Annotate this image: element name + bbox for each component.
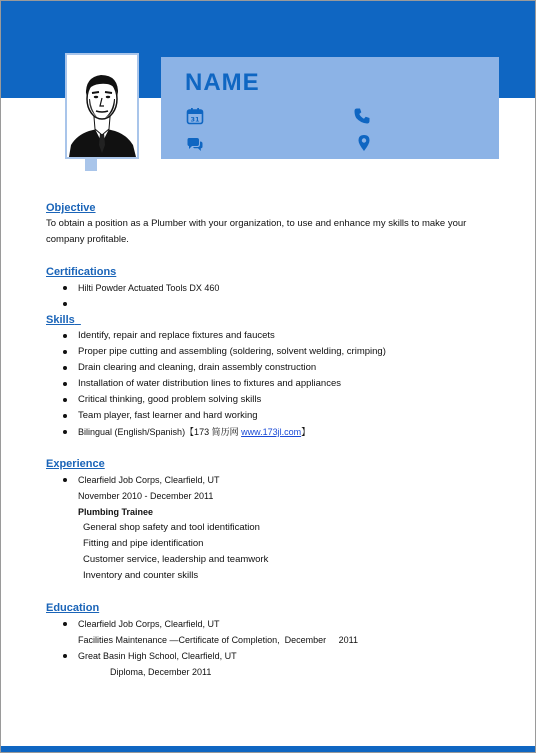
list-item: Clearfield Job Corps, Clearfield, UT <box>46 472 506 488</box>
list-item: Drain clearing and cleaning, drain assembly construction <box>46 360 506 376</box>
duty-item: Customer service, leadership and teamwork <box>83 554 269 565</box>
education-section <box>46 600 506 680</box>
skills-section <box>46 312 506 440</box>
list-item: Proper pipe cutting and assembling (soldering, solvent welding, crimping) <box>46 344 506 360</box>
duty-item: General shop safety and tool identification <box>83 522 260 533</box>
objective-text: To obtain a position as a Plumber with your organization, to use and enhance my skills to make your company profitable. <box>46 218 467 245</box>
list-item: Hilti Powder Actuated Tools DX 460 <box>46 280 506 296</box>
duty-item: Fitting and pipe identification <box>83 538 204 549</box>
photo-tab-decoration <box>85 159 97 171</box>
list-item: Clearfield Job Corps, Clearfield, UT <box>46 616 506 632</box>
skills-list <box>46 328 506 440</box>
certifications-heading: Certifications <box>46 266 117 278</box>
experience-list <box>46 472 506 488</box>
experience-role: Plumbing Trainee <box>78 507 154 517</box>
certifications-list <box>46 280 506 312</box>
list-item: Installation of water distribution lines to fixtures and appliances <box>46 376 506 392</box>
duty-item: Inventory and counter skills <box>83 570 199 581</box>
svg-text:31: 31 <box>190 115 200 124</box>
footer-band <box>1 746 535 752</box>
objective-heading: Objective <box>46 202 96 214</box>
objective-section <box>46 200 506 248</box>
calendar-icon <box>186 107 204 125</box>
resume-body <box>46 200 506 680</box>
education-detail: Diploma, December 2011 <box>110 667 212 677</box>
education-list <box>46 616 506 632</box>
experience-section <box>46 456 506 584</box>
skills-heading: Skills <box>46 314 75 326</box>
location-pin-icon <box>355 134 373 152</box>
experience-dates: November 2010 - December 2011 <box>78 491 214 501</box>
chat-icon <box>186 135 204 153</box>
contact-box <box>161 57 499 159</box>
website-link[interactable]: www.173jl.com <box>241 427 302 437</box>
list-item: Critical thinking, good problem solving skills <box>46 392 506 408</box>
education-heading: Education <box>46 602 100 614</box>
phone-icon <box>353 107 371 125</box>
education-list-2 <box>46 648 506 664</box>
list-item: Identify, repair and replace fixtures and faucets <box>46 328 506 344</box>
list-item: Team player, fast learner and hard working <box>46 408 506 424</box>
education-detail: Facilities Maintenance —Certificate of Completion, December 2011 <box>78 635 358 645</box>
experience-heading: Experience <box>46 458 105 470</box>
profile-photo <box>65 53 139 159</box>
certifications-section <box>46 264 506 312</box>
portrait-image <box>67 55 137 157</box>
list-item: Bilingual (English/Spanish)【173 简历网 www.173jl.com】 <box>46 424 506 440</box>
name-title: NAME <box>185 69 260 96</box>
list-item <box>46 296 506 312</box>
list-item: Great Basin High School, Clearfield, UT <box>46 648 506 664</box>
